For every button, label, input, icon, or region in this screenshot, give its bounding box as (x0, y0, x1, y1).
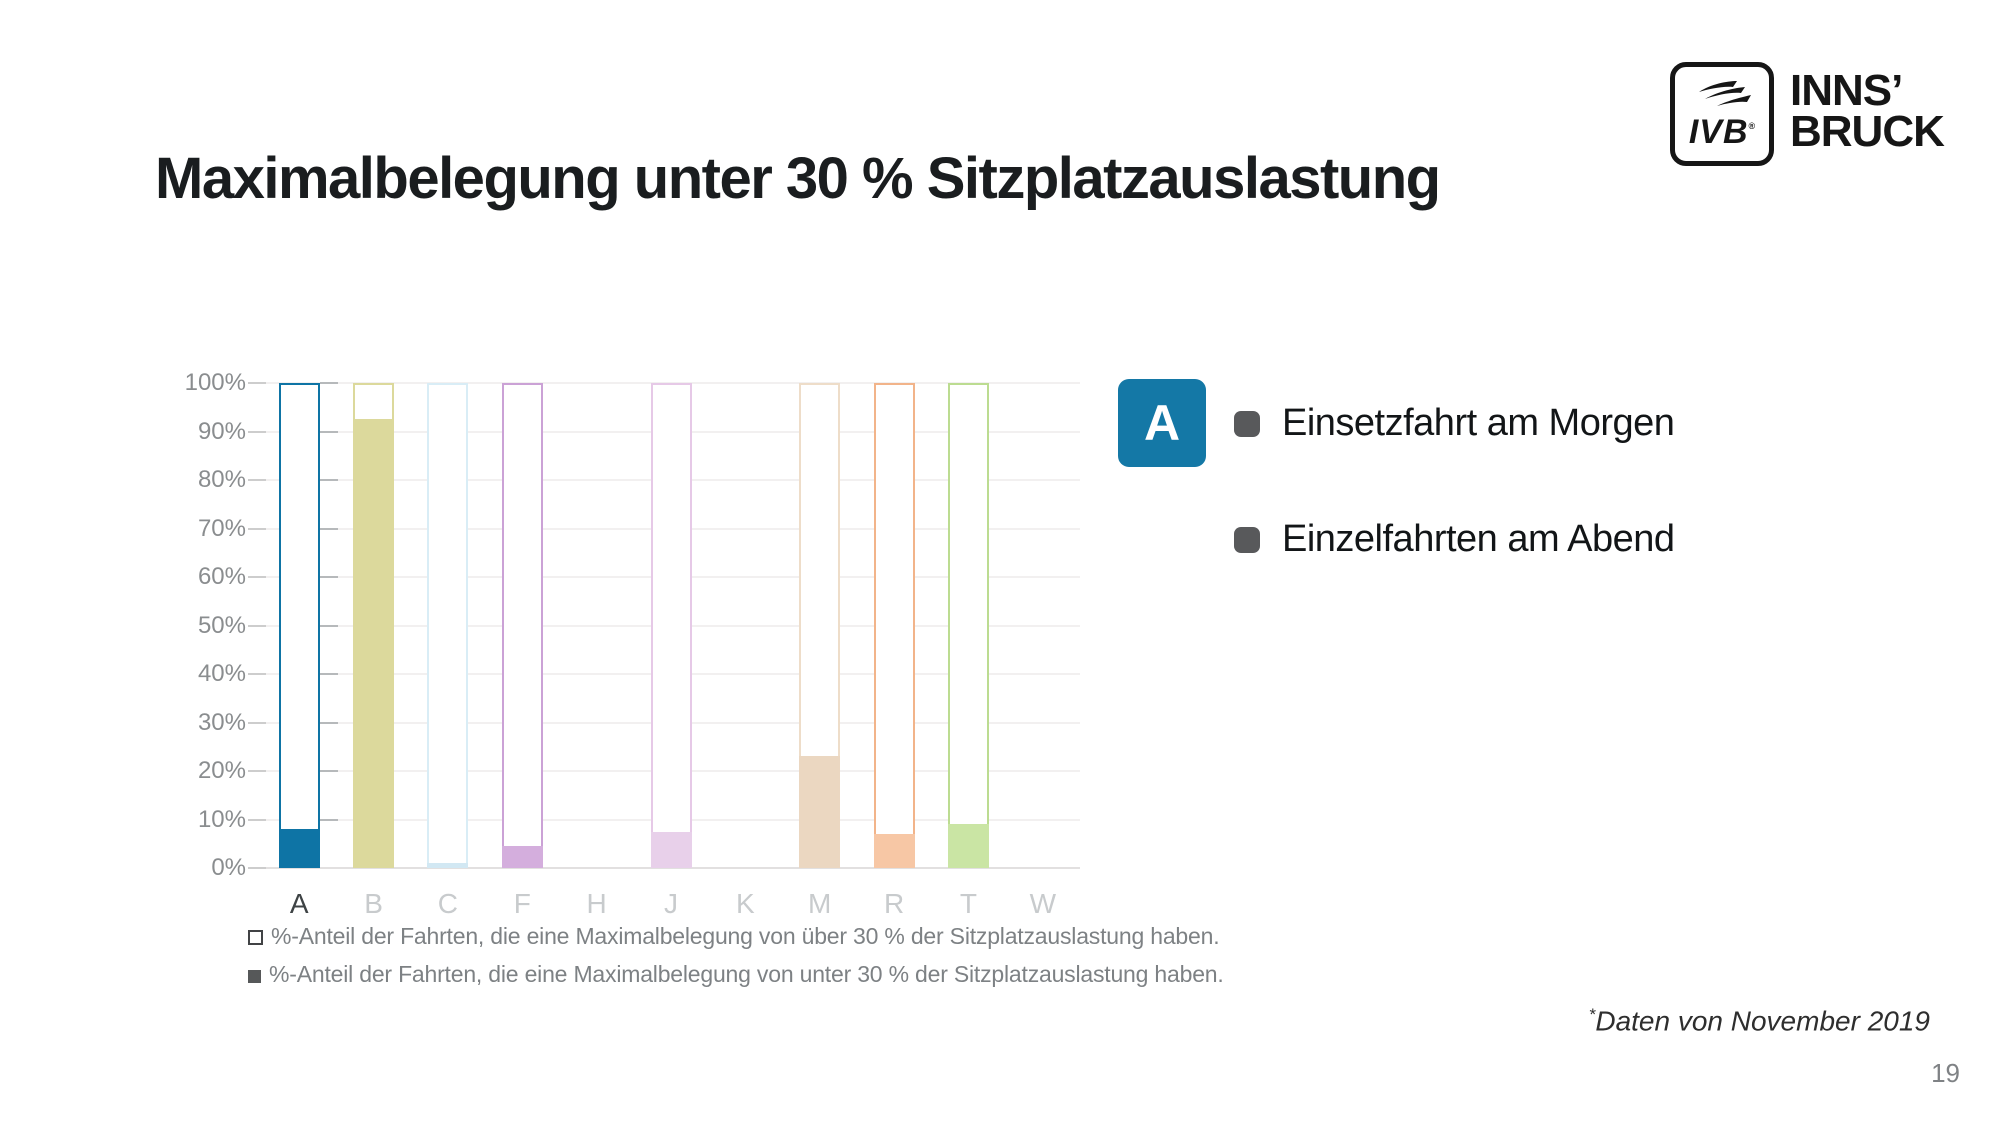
source-note (1589, 1005, 1930, 1037)
registered-mark: ® (1748, 121, 1756, 131)
y-tick-label: 20% (197, 757, 246, 784)
x-tick-label-R: R (883, 888, 905, 919)
y-axis-tick-inner (320, 673, 338, 675)
x-tick-label-B: B (364, 888, 383, 919)
y-axis-tick-inner (320, 479, 338, 481)
innsbruck-line1: INNS’ (1790, 66, 1903, 115)
open-square-icon (248, 930, 263, 945)
x-tick-label-H: H (586, 888, 607, 919)
x-tick-label-F: F (513, 888, 531, 919)
series-legend-ueber-30 (248, 923, 1219, 950)
x-tick-label-M: M (808, 888, 832, 919)
y-axis-tick (248, 673, 266, 675)
ivb-logo-text: IVB® (1688, 113, 1756, 151)
x-tick-label-C: C (437, 888, 459, 919)
series-legend-text: %-Anteil der Fahrten, die eine Maximalbelegung von unter 30 % der Sitzplatzauslastung haben. (269, 961, 1224, 987)
y-axis-tick (248, 576, 266, 578)
y-tick-label: 0% (211, 854, 246, 881)
filled-square-icon (248, 970, 261, 983)
innsbruck-line2: BRUCK (1790, 107, 1944, 156)
bar-unter30-B (353, 419, 394, 868)
series-legend-unter-30 (248, 961, 1224, 988)
y-tick-label: 70% (197, 514, 246, 542)
y-axis-tick-inner (320, 722, 338, 724)
legend-item-label: Einzelfahrten am Abend (1282, 518, 1675, 560)
bar-ueber30-J (651, 383, 692, 868)
x-tick-label-J: J (663, 888, 678, 919)
line-a-badge: A (1118, 379, 1206, 467)
y-axis-tick (248, 431, 266, 433)
y-axis-tick (248, 819, 266, 821)
bar-ueber30-F (502, 383, 543, 868)
x-tick-label-A: A (289, 888, 309, 919)
bar-unter30-R (874, 834, 915, 868)
bar-unter30-M (799, 756, 840, 868)
y-axis-tick (248, 867, 266, 869)
y-axis-tick (248, 770, 266, 772)
y-tick-label: 100% (184, 369, 246, 396)
y-axis-tick-inner (320, 431, 338, 433)
y-axis-tick (248, 722, 266, 724)
x-tick-label-W: W (1029, 888, 1057, 919)
y-axis-tick-inner (320, 625, 338, 627)
bar-ueber30-R (874, 383, 915, 868)
source-note-text: Daten von November 2019 (1595, 1005, 1930, 1037)
y-tick-label: 60% (197, 563, 246, 590)
bar-ueber30-T (948, 383, 989, 868)
ivb-swoosh-icon (1697, 79, 1755, 109)
legend-item-morgen (1234, 402, 1674, 445)
y-axis-tick-inner (320, 528, 338, 530)
y-tick-label: 80% (197, 466, 246, 493)
bar-unter30-F (502, 846, 543, 868)
ivb-innsbruck-logo (1670, 62, 1944, 166)
source-note-star: * (1588, 1005, 1596, 1024)
bar-ueber30-A (279, 383, 320, 868)
y-tick-label: 50% (197, 611, 246, 639)
x-tick-label-T: T (959, 888, 977, 919)
page-title: Maximalbelegung unter 30 % Sitzplatzauslastung (155, 146, 1440, 211)
y-axis-tick (248, 528, 266, 530)
y-axis-tick-inner (320, 819, 338, 821)
innsbruck-wordmark (1790, 66, 1944, 156)
bar-chart-plot-area (262, 383, 1080, 868)
y-axis-tick-inner (320, 382, 338, 384)
legend-bullet-icon (1234, 527, 1260, 553)
y-axis-tick-inner (320, 576, 338, 578)
bar-unter30-A (279, 829, 320, 868)
y-axis (150, 369, 246, 881)
page-number: 19 (1931, 1058, 1960, 1088)
x-tick-label-K: K (736, 888, 755, 919)
ivb-logo-box (1670, 62, 1774, 166)
bar-unter30-C (427, 863, 468, 868)
bar-unter30-T (948, 824, 989, 868)
legend-bullet-icon (1234, 411, 1260, 437)
x-axis (262, 888, 1080, 924)
legend-item-abend (1234, 518, 1675, 561)
series-legend-text: %-Anteil der Fahrten, die eine Maximalbelegung von über 30 % der Sitzplatzauslastung haben. (271, 923, 1220, 949)
y-axis-tick (248, 382, 266, 384)
y-tick-label: 10% (197, 805, 246, 833)
y-tick-label: 40% (197, 660, 246, 687)
y-tick-label: 30% (197, 708, 246, 736)
legend-item-label: Einsetzfahrt am Morgen (1282, 402, 1675, 444)
y-tick-label: 90% (197, 417, 246, 445)
bar-ueber30-C (427, 383, 468, 868)
y-axis-tick-inner (320, 770, 338, 772)
bar-unter30-J (651, 832, 692, 868)
y-axis-tick (248, 479, 266, 481)
y-axis-tick (248, 625, 266, 627)
